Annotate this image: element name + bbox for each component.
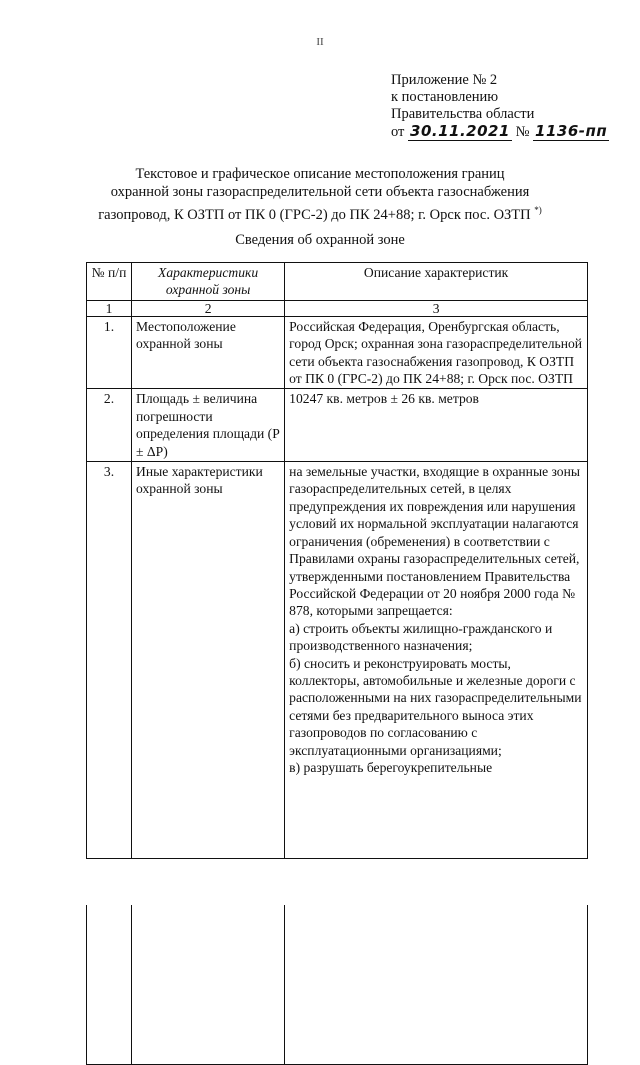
row-characteristic: Площадь ± величина погрешности определения площади (P ± ΔP) [132,389,285,462]
page-number: II [316,36,324,48]
table-row [87,316,588,389]
protected-zone-table [86,262,588,1065]
appendix-line-1: Приложение № 2 [391,72,498,88]
col-number-1: 1 [87,300,132,316]
header-characteristic: Характеристики охранной зоны [132,263,285,301]
table-bottom-border [86,858,588,859]
table-header-row [87,263,588,301]
title-line-2: охранной зоны газораспределительной сети объекта газоснабжения [110,184,530,200]
row-description: 10247 кв. метров ± 26 кв. метров [285,389,588,462]
row-description [285,462,588,1065]
title-line-3: газопровод, К ОЗТП от ПК 0 (ГРС-2) до ПК 24+88; г. Орск пос. ОЗТП *) [98,205,542,223]
row-description: Российская Федерация, Оренбургская область, город Орск; охранная зона газораспределительной сети объекта газоснабжения газопровод, К ОЗТП от ПК 0 (ГРС-2) до ПК 24+88; г. Орск пос. ОЗТП [285,316,588,389]
handwritten-date: 30.11.2021 [410,122,510,140]
appendix-line-3: Правительства области [391,106,535,122]
page-bottom-margin [0,859,640,905]
list-item: а) строить объекты жилищно-гражданского и производственного назначения; [289,620,553,654]
column-number-row [87,300,588,316]
row-number: 3. [87,462,132,1065]
appendix-block [391,72,609,141]
handwritten-number: 1136-пп [535,122,608,140]
col-number-3: 3 [285,300,588,316]
col-number-2: 2 [132,300,285,316]
from-label: от [391,124,405,140]
description-intro: на земельные участки, входящие в охранные зоны газораспределительных сетей, в целях предупреждения их повреждения или нарушения условий их нормальной эксплуатации налагаются ограничения (обременения) в соответствии с Правилами охраны газораспределительных сетей, утвержденными постановлением Правительства Российской Федерации от 20 ноября 2000 года № 878, которыми запрещается: [289,464,581,619]
row-number: 2. [87,389,132,462]
row-characteristic: Местоположение охранной зоны [132,316,285,389]
header-number: № п/п [87,263,132,301]
list-item: б) сносить и реконструировать мосты, коллекторы, автомобильные и железные дороги с расположенными на них газораспределительными сетями без предварительного выноса этих газопроводов по согласованию с эксплуатационными организациями; [289,655,582,758]
title-line-1: Текстовое и графическое описание местоположения границ [135,166,505,182]
number-label: № [515,124,530,140]
header-description: Описание характеристик [285,263,588,301]
table-row [87,389,588,462]
appendix-line-4 [391,123,609,141]
list-item: в) разрушать берегоукрепительные [289,759,493,775]
row-number: 1. [87,316,132,389]
table-row [87,462,588,1065]
appendix-line-2: к постановлению [391,89,499,105]
row-characteristic: Иные характеристики охранной зоны [132,462,285,1065]
section-subtitle: Сведения об охранной зоне [235,232,405,248]
footnote-mark: *) [534,205,542,215]
document-title [60,165,580,224]
